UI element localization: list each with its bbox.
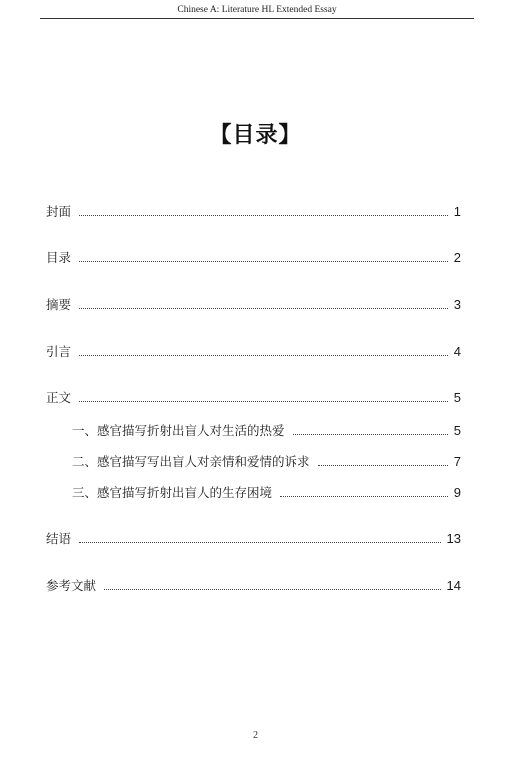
toc-entry-label: 参考文献 <box>46 578 97 593</box>
toc-entry-label: 引言 <box>46 344 72 359</box>
page-title: 【目录】 <box>209 123 302 148</box>
toc-entry-label: 正文 <box>46 390 72 405</box>
toc-page-number: 7 <box>453 454 461 469</box>
dot-leader <box>280 496 448 497</box>
toc-entry-introduction[interactable] <box>46 342 461 360</box>
footer-page-number: 2 <box>253 730 258 741</box>
toc-entry-label: 二、感官描写写出盲人对亲情和爱情的诉求 <box>72 454 310 469</box>
dot-leader <box>318 465 448 466</box>
toc-page-number: 5 <box>453 423 461 438</box>
toc-entry-label: 一、感官描写折射出盲人对生活的热爱 <box>72 423 285 438</box>
toc-page-number: 14 <box>446 578 461 593</box>
toc-entry-body[interactable] <box>46 388 461 406</box>
toc-entry-label: 三、感官描写折射出盲人的生存困境 <box>72 485 273 500</box>
toc-page-number: 9 <box>453 485 461 500</box>
toc-entry-contents[interactable] <box>46 248 461 266</box>
dot-leader <box>79 215 448 216</box>
dot-leader <box>79 355 448 356</box>
toc-entry-abstract[interactable] <box>46 295 461 313</box>
toc-page-number: 3 <box>453 297 461 312</box>
toc-page-number: 5 <box>453 390 461 405</box>
dot-leader <box>79 261 448 262</box>
toc-entry-references[interactable] <box>46 576 461 594</box>
toc-page-number: 13 <box>446 531 461 546</box>
dot-leader <box>79 401 448 402</box>
toc-entry-label: 封面 <box>46 204 72 219</box>
dot-leader <box>293 434 448 435</box>
toc-page-number: 2 <box>453 250 461 265</box>
toc-entry-section-2[interactable] <box>72 452 461 470</box>
toc-entry-cover[interactable] <box>46 202 461 220</box>
toc-page-number: 1 <box>453 204 461 219</box>
running-header: Chinese A: Literature HL Extended Essay <box>40 4 474 19</box>
toc-page-number: 4 <box>453 344 461 359</box>
toc-entry-label: 目录 <box>46 250 72 265</box>
toc-entry-label: 摘要 <box>46 297 72 312</box>
dot-leader <box>79 542 441 543</box>
toc-entry-section-3[interactable] <box>72 483 461 501</box>
toc-entry-label: 结语 <box>46 531 72 546</box>
toc-entry-section-1[interactable] <box>72 421 461 439</box>
toc-entry-conclusion[interactable] <box>46 529 461 547</box>
dot-leader <box>104 589 441 590</box>
dot-leader <box>79 308 448 309</box>
